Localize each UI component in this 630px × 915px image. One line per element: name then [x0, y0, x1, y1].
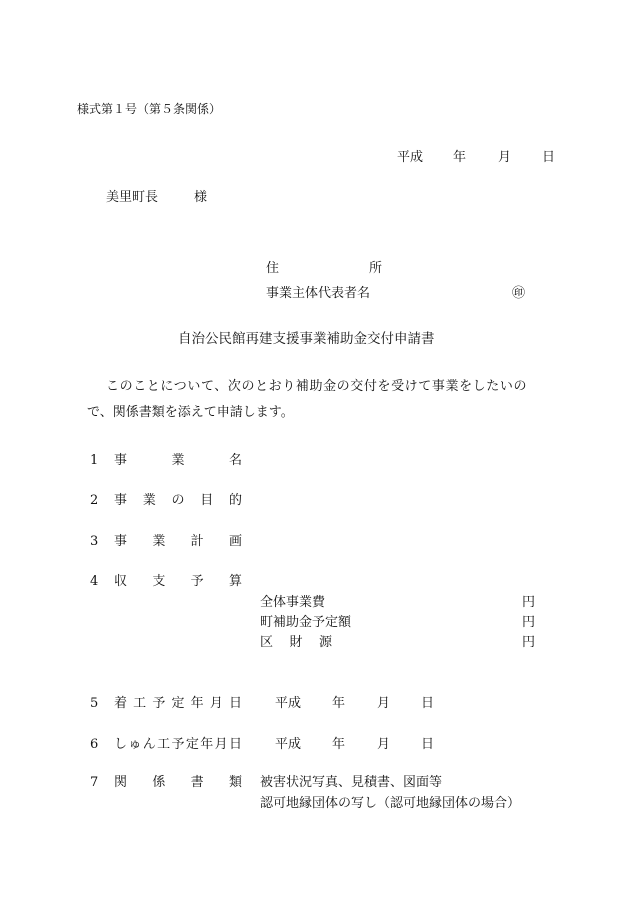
start-date-era: 平成: [275, 696, 302, 711]
seal-mark: ㊞: [512, 286, 526, 301]
budget-ward-funds-unit: 円: [522, 635, 536, 650]
item-label: しゅん工予定年月日: [114, 737, 242, 752]
documents-line-2: 認可地縁団体の写し（認可地縁団体の場合）: [260, 796, 521, 811]
document-title: 自治公民館再建支援事業補助金交付申請書: [178, 331, 435, 347]
item-label: 事業計画: [114, 534, 242, 549]
item-number: 3: [90, 534, 99, 549]
item-label: 事業の目的: [114, 493, 242, 508]
budget-total-label: 全体事業費: [260, 595, 326, 610]
item-label: 収支予算: [114, 574, 242, 589]
date-month: 月: [498, 150, 512, 165]
item-label: 関係書類: [114, 775, 242, 790]
item-number: 2: [90, 493, 99, 508]
budget-town-subsidy-unit: 円: [522, 615, 536, 630]
body-line-1: このことについて、次のとおり補助金の交付を受けて事業をしたいの: [106, 379, 528, 394]
item-number: 5: [90, 696, 99, 711]
completion-date-day: 日: [421, 737, 435, 752]
start-date-month: 月: [377, 696, 391, 711]
start-date-year: 年: [332, 696, 346, 711]
date-era: 平成: [397, 150, 424, 165]
item-label: 事業名: [114, 453, 242, 468]
body-line-2: で、関係書類を添えて申請します。: [87, 405, 294, 420]
item-number: 1: [90, 453, 99, 468]
item-number: 7: [90, 775, 99, 790]
start-date-day: 日: [421, 696, 435, 711]
budget-town-subsidy-label: 町補助金予定額: [260, 615, 352, 630]
representative-label: 事業主体代表者名: [266, 286, 371, 301]
addressee-name: 美里町長: [106, 190, 159, 205]
date-year: 年: [453, 150, 467, 165]
documents-line-1: 被害状況写真、見積書、図面等: [260, 775, 443, 790]
completion-date-year: 年: [332, 737, 346, 752]
addressee-honorific: 様: [194, 190, 208, 205]
item-number: 4: [90, 574, 99, 589]
budget-total-unit: 円: [522, 595, 536, 610]
item-number: 6: [90, 737, 99, 752]
form-number: 様式第１号（第５条関係）: [77, 102, 222, 116]
item-label: 着工予定年月日: [114, 696, 242, 711]
date-day: 日: [542, 150, 556, 165]
address-label: 住所: [266, 261, 382, 276]
completion-date-era: 平成: [275, 737, 302, 752]
budget-ward-funds-label: 区財源: [260, 635, 332, 650]
completion-date-month: 月: [377, 737, 391, 752]
